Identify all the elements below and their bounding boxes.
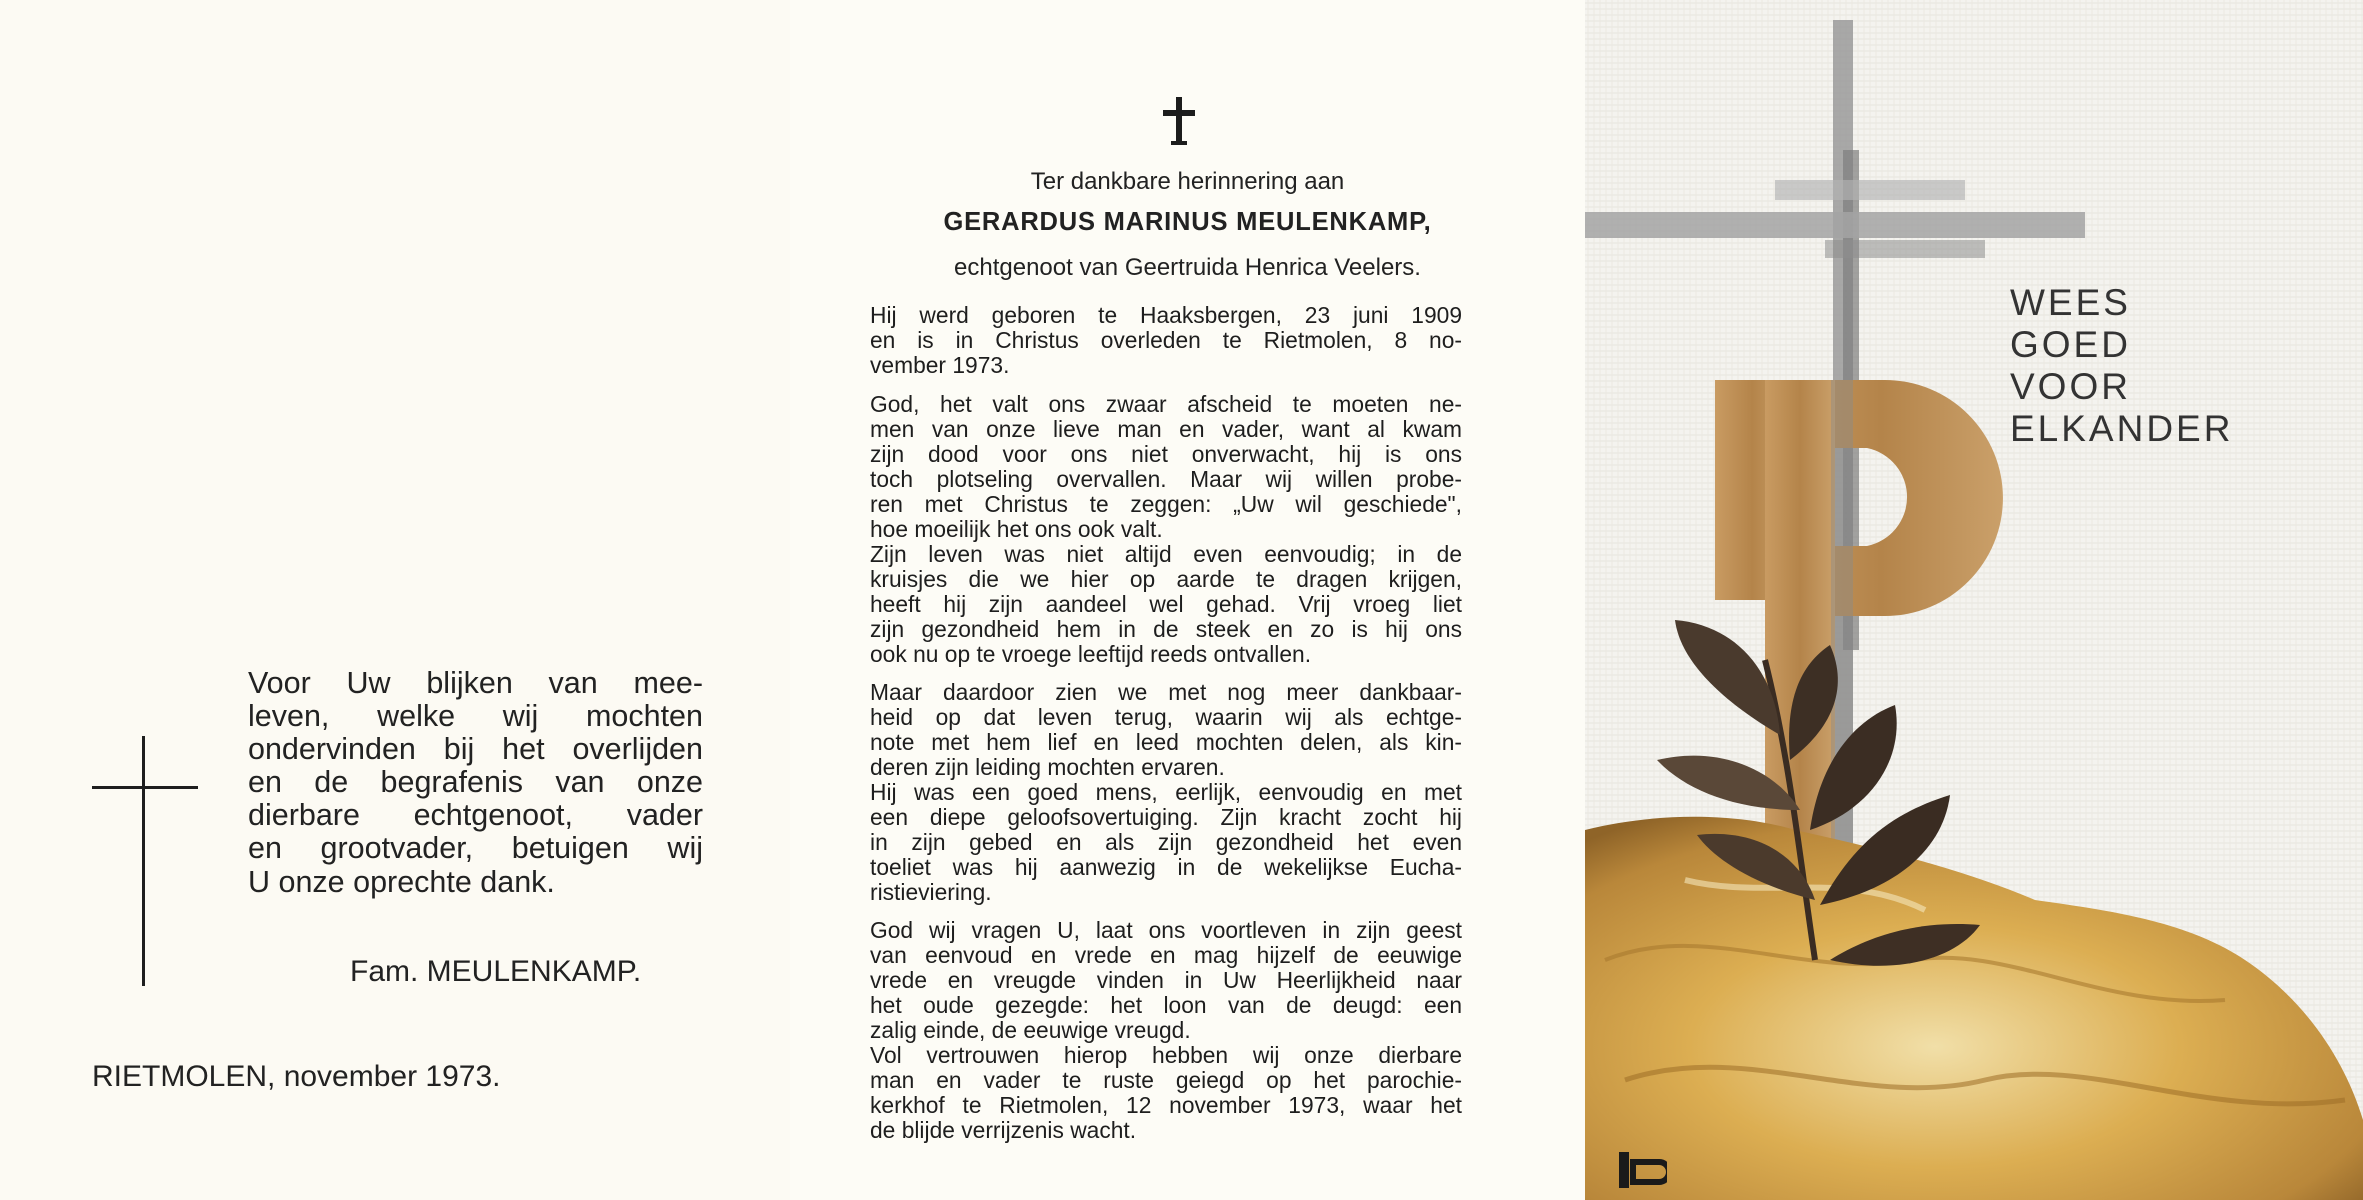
body-line: God, het valt ons zwaar afscheid te moeten ne- [870,391,1462,417]
body-line: van eenvoud en vrede en mag hijzelf de eeuwige [870,942,1462,968]
body-line: zijn dood voor ons niet onverwacht, hij is ons [870,441,1462,467]
body-line: Hij was een goed mens, eerlijk, eenvoudig en met [870,779,1462,805]
place-date: RIETMOLEN, november 1973. [92,1060,501,1093]
family-signature: Fam. MEULENKAMP. [350,955,642,988]
thanks-line: dierbare echtgenoot, vader [248,798,703,832]
cover-panel [1585,0,2363,1200]
thanks-line: U onze oprechte dank. [248,865,555,899]
body-line: toeliet was hij aanwezig in de wekelijkse Eucha- [870,854,1462,880]
body-line: Hij werd geboren te Haaksbergen, 23 juni 1909 [870,302,1462,328]
motto-line: WEES [2010,282,2131,323]
cross-icon [1159,95,1199,147]
body-line: het oude gezegde: het loon van de deugd: een [870,992,1462,1018]
spouse-text: echtgenoot van Geertruida Henrica Veelers. [954,254,1421,281]
body-line: ook nu op te vroege leeftijd reeds ontvallen. [870,641,1312,667]
body-line: en is in Christus overleden te Rietmolen, 8 no- [870,327,1462,353]
body-line: kerkhof te Rietmolen, 12 november 1973, waar het [870,1092,1462,1118]
intro-text: Ter dankbare herinnering aan [1030,168,1345,195]
body-line: Vol vertrouwen hierop hebben wij onze dierbare [870,1042,1462,1068]
thanks-line: leven, welke wij mochten [248,699,703,733]
body-line: heid op dat leven terug, waarin wij als echtge- [870,704,1462,730]
body-line: man en vader te ruste geiegd op het parochie- [870,1067,1462,1093]
thanks-line: Voor Uw blijken van mee- [248,666,703,700]
body-line: vrede en vreugde vinden in Uw Heerlijkheid naar [870,967,1462,993]
body-line: zalig einde, de eeuwige vreugd. [870,1017,1191,1043]
cross-icon-horizontal [92,786,198,789]
body-line: God wij vragen U, laat ons voortleven in zijn geest [870,917,1462,943]
middle-panel [790,0,1585,1200]
body-line: Zijn leven was niet altijd even eenvoudig; in de [870,541,1462,567]
body-line: Maar daardoor zien we met nog meer dankbaar- [870,679,1462,705]
body-line: vember 1973. [870,352,1010,378]
body-line: toch plotseling overvallen. Maar wij willen probe- [870,466,1462,492]
body-line: hoe moeilijk het ons ook valt. [870,516,1163,542]
thanks-line: ondervinden bij het overlijden [248,732,703,766]
body-line: kruisjes die we hier op aarde te dragen krijgen, [870,566,1462,592]
thanks-line: en grootvader, betuigen wij [248,831,703,865]
body-line: de blijde verrijzenis wacht. [870,1117,1137,1143]
left-panel [0,0,790,1200]
publisher-logo-icon [1615,1148,1667,1192]
motto-line: GOED [2010,324,2131,365]
body-line: zijn gezondheid hem in de steek en zo is hij ons [870,616,1462,642]
cover-artwork [1585,0,2363,1200]
body-line: note met hem lief en leed mochten delen, als kin- [870,729,1462,755]
body-line: ren met Christus te zeggen: „Uw wil geschiede", [870,491,1462,517]
cross-icon-vertical [142,736,145,986]
thanks-line: en de begrafenis van onze [248,765,703,799]
body-line: men van onze lieve man en vader, want al kwam [870,416,1462,442]
motto-line: VOOR [2010,366,2131,407]
body-line: een diepe geloofsovertuiging. Zijn kracht zocht hij [870,804,1462,830]
deceased-name: GERARDUS MARINUS MEULENKAMP, [943,208,1432,236]
motto-line: ELKANDER [2010,408,2234,449]
body-line: in zijn gebed en als zijn gezondheid het even [870,829,1462,855]
body-line: ristieviering. [870,879,992,905]
body-line: heeft hij zijn aandeel wel gehad. Vrij vroeg liet [870,591,1462,617]
body-line: deren zijn leiding mochten ervaren. [870,754,1225,780]
